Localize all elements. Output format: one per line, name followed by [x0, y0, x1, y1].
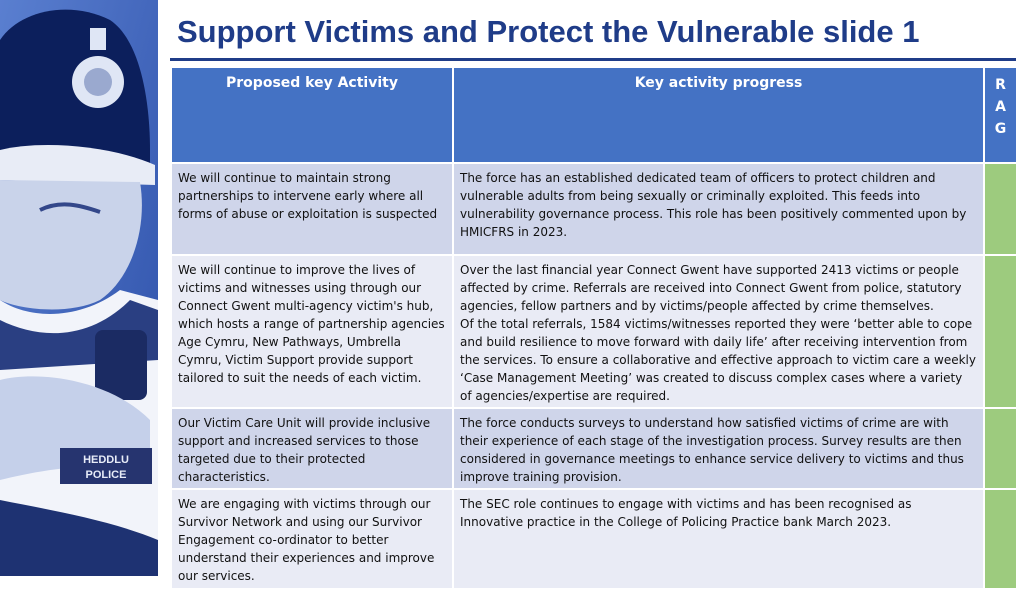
header-activity: Proposed key Activity — [171, 67, 453, 163]
rag-status-green — [984, 489, 1017, 589]
slide-title: Support Victims and Protect the Vulnerable slide 1 — [177, 14, 920, 49]
rag-status-green — [984, 255, 1017, 408]
activity-cell: We are engaging with victims through our Survivor Network and using our Survivor Engagement co-ordinator to better understand their experiences and improve our services. — [171, 489, 453, 589]
activity-table — [170, 66, 1018, 590]
table-row — [171, 489, 1017, 589]
rag-status-green — [984, 408, 1017, 489]
header-rag: R A G — [984, 67, 1017, 163]
svg-text:HEDDLU: HEDDLU — [83, 454, 129, 466]
title-divider — [170, 58, 1016, 61]
table-row — [171, 163, 1017, 255]
header-progress: Key activity progress — [453, 67, 984, 163]
svg-text:POLICE: POLICE — [85, 469, 127, 481]
table-header-row — [171, 67, 1017, 163]
progress-cell: The force has an established dedicated team of officers to protect children and vulnerable adults from being sexually or criminally exploited. This feeds into vulnerability governance process. This role has been positively commented upon by HMICFRS in 2023. — [453, 163, 984, 255]
progress-cell: The force conducts surveys to understand how satisfied victims of crime are with their experience of each stage of the investigation process. Survey results are then considered in governance meetings to enhance service delivery to victims and thus improve training provision. — [453, 408, 984, 489]
activity-cell: Our Victim Care Unit will provide inclusive support and increased services to those targeted due to their protected characteristics. — [171, 408, 453, 489]
table-row — [171, 408, 1017, 489]
activity-cell: We will continue to improve the lives of victims and witnesses using through our Connect Gwent multi-agency victim's hub, which hosts a range of partnership agencies Age Cymru, New Pathways, Umbrella Cymru, Victim Support provide support tailored to suit the needs of each victim. — [171, 255, 453, 408]
activity-cell: We will continue to maintain strong partnerships to intervene early where all forms of abuse or exploitation is suspected — [171, 163, 453, 255]
progress-cell: Over the last financial year Connect Gwent have supported 2413 victims or people affected by crime. Referrals are received into Connect Gwent from police, statutory agencies, fellow partners and by victims/people affected by crime themselves. Of the total referrals, 1584 victims/witnesses reported they were ‘better able to cope and build resilience to move forward with daily life’ after receiving intervention from the services. To ensure a collaborative and effective approach to victim care a weekly ‘Case Management Meeting’ was created to discuss complex cases where a variety of agencies/expertise are required. — [453, 255, 984, 408]
rag-status-green — [984, 163, 1017, 255]
officer-photo — [0, 0, 158, 576]
table-row — [171, 255, 1017, 408]
progress-cell: The SEC role continues to engage with victims and has been recognised as Innovative practice in the College of Policing Practice bank March 2023. — [453, 489, 984, 589]
